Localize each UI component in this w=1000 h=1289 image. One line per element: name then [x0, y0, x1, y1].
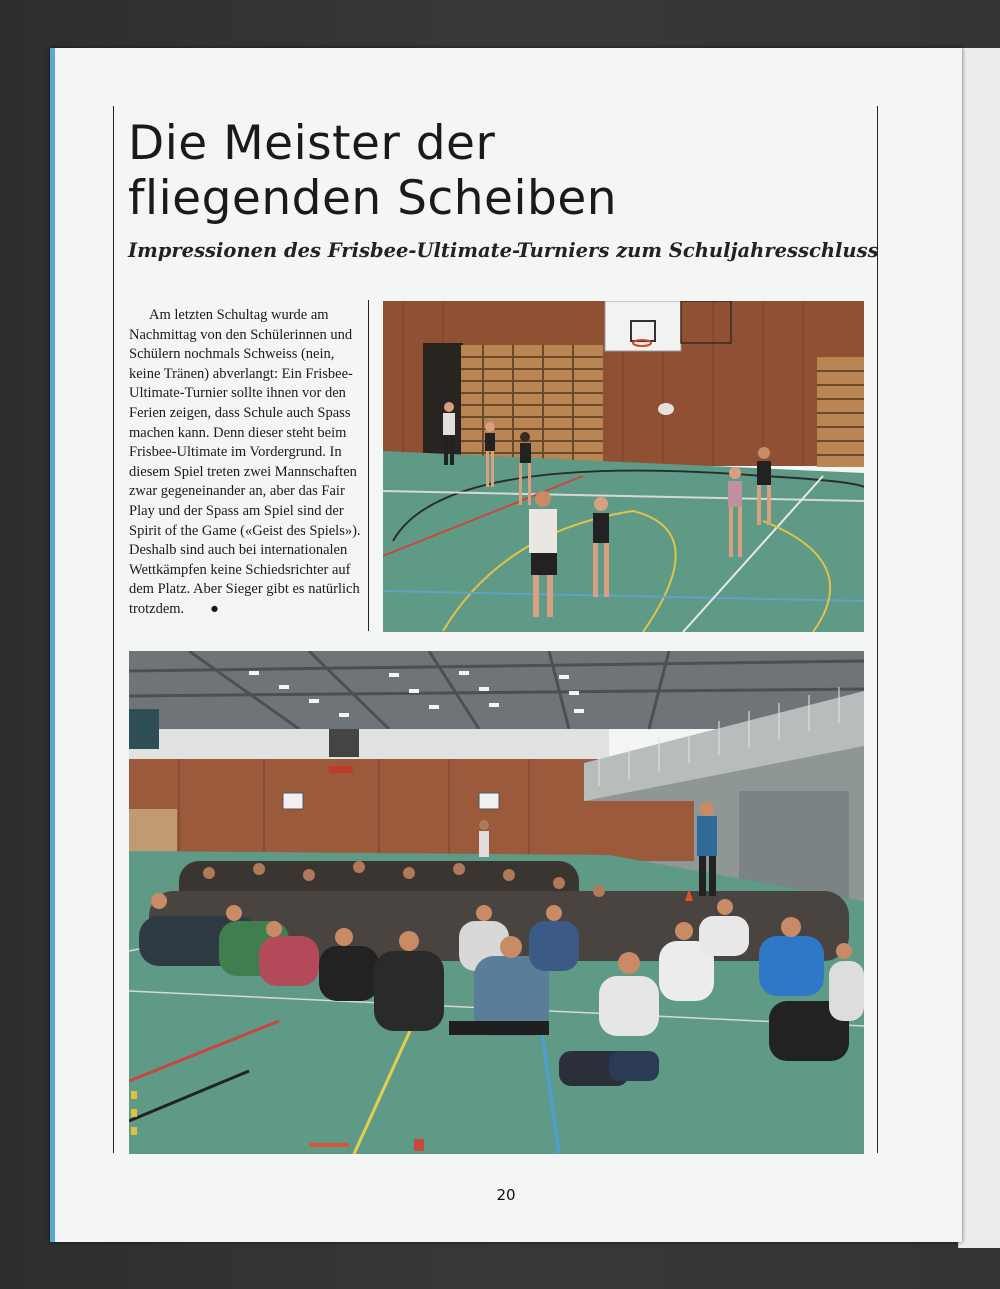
text-photo-divider: [368, 300, 369, 631]
page-number: 20: [496, 1186, 516, 1204]
article-body: [129, 306, 361, 620]
end-mark: ●: [210, 600, 219, 617]
article-subtitle: Impressionen des Frisbee-Ultimate-Turniers zum Schuljahresschluss: [128, 239, 879, 262]
next-page-edge: [958, 48, 1000, 1248]
right-column-rule: [877, 106, 878, 1153]
magazine-page: [50, 48, 962, 1242]
page-blue-edge: [50, 48, 55, 1242]
article-body-text: Am letzten Schultag wurde am Nachmittag von den Schülerinnen und Schülern nochmals Schweiss (nein, keine Tränen) abverlangt: Ein Frisbee-Ultimate-Turnier sollte ihnen vor den Ferien zeigen, dass Schule auch Spass machen kann. Denn dieser steht beim Frisbee-Ultimate im Vordergrund. In diesem Spiel treten zwei Mannschaften zwar gegeneinander an, aber das Fair Play und der Spass am Spiel sind der Spirit of the Game («Geist des Spiels»). Deshalb sind auch bei internationalen Wettkämpfen keine Schiedsrichter auf dem Platz. Aber Sieger gibt es natürlich trotzdem.: [129, 307, 361, 617]
left-column-rule: [113, 106, 114, 1153]
photo-frisbee-game: [383, 301, 864, 632]
title-line-1: Die Meister der: [128, 116, 496, 171]
title-line-2: fliegenden Scheiben: [128, 171, 618, 226]
photo-students-seated: [129, 651, 864, 1154]
article-title: [128, 116, 868, 226]
